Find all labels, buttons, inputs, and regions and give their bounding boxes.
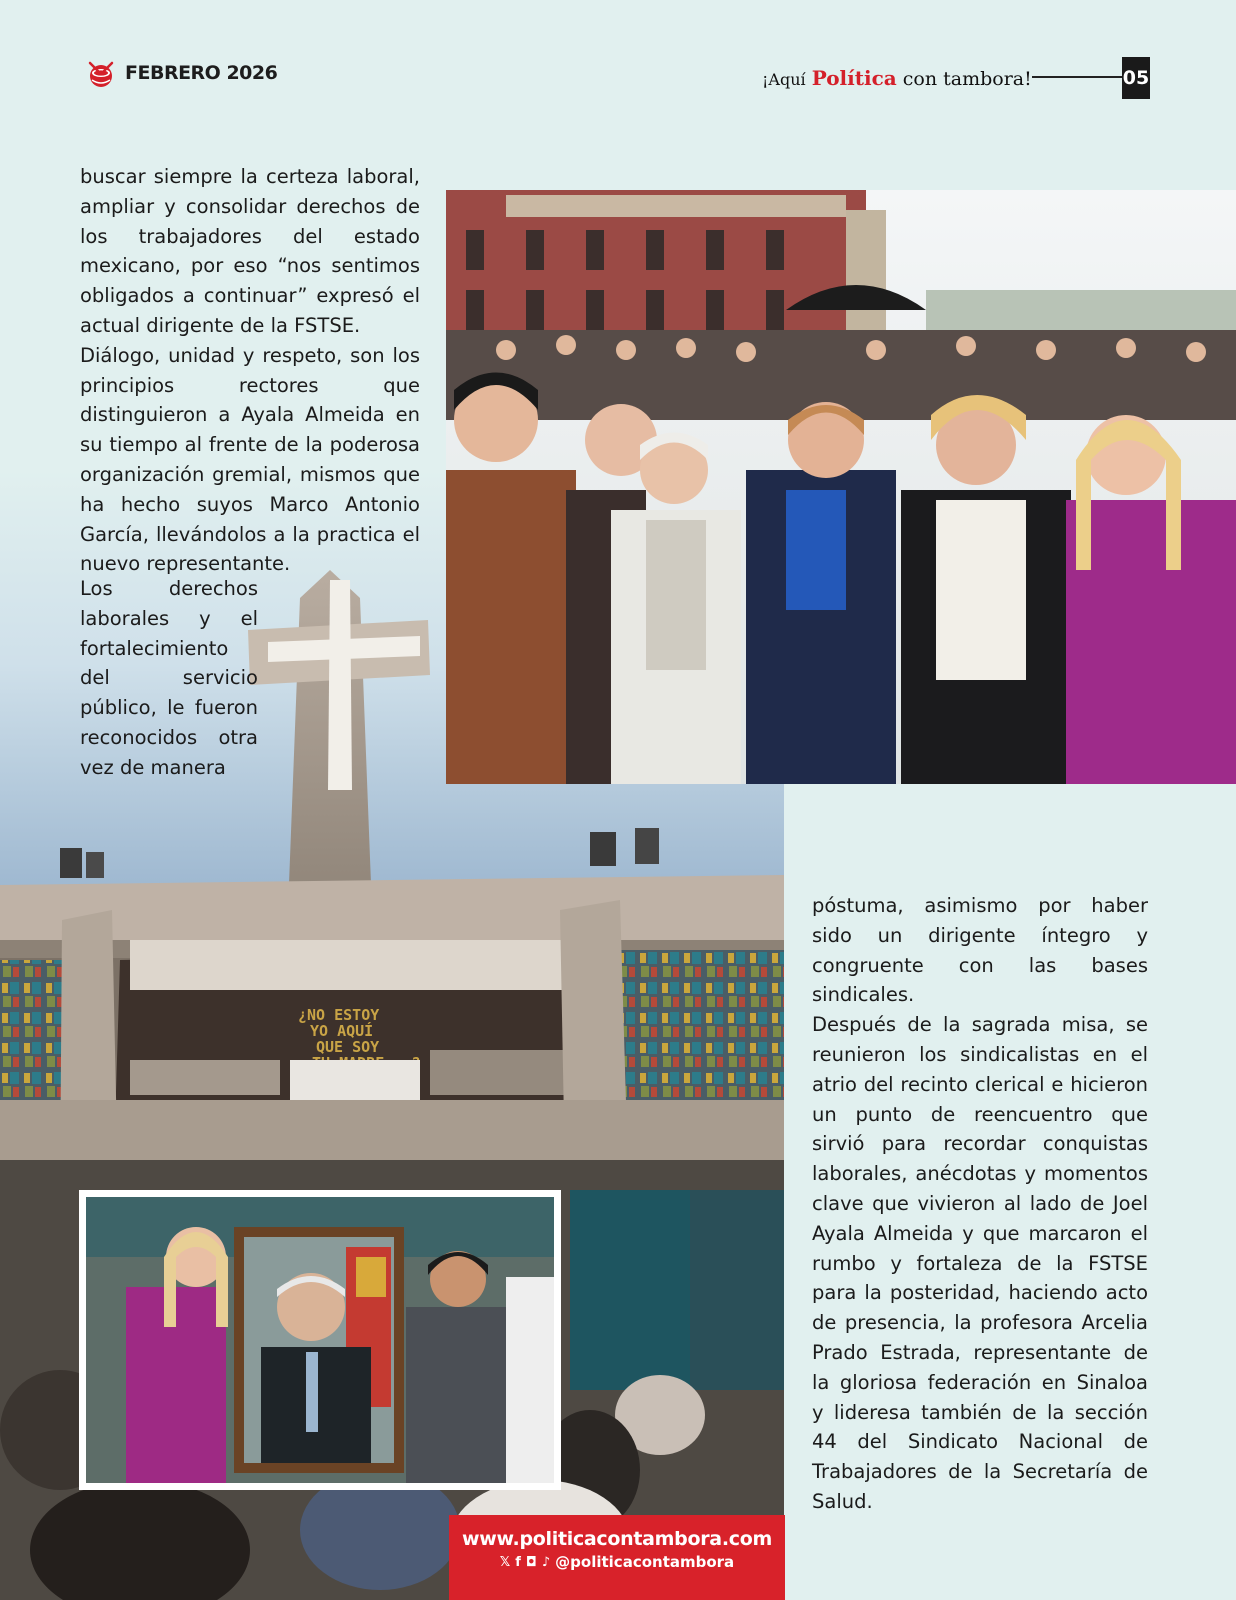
header-divider bbox=[1032, 76, 1122, 78]
x-icon[interactable]: 𝕏 bbox=[499, 1554, 511, 1570]
article-paragraph: Después de la sagrada misa, se reunieron los sindicalistas en el atrio del recinto clerical e hicieron un punto de reencuentro que sirvió para recordar conquistas laborales, anécdotas y momentos clave que vivieron al lado de Joel Ayala Almeida y que marcaron el rumbo y fortaleza de la FSTSE para la posteridad, haciendo acto de presencia, la profesora Arcelia Prado Estrada, representante de la gloriosa federación en Sinaloa y lideresa también de la sección 44 del Sindicato Nacional de Trabajadores de la Secretaría de Salud. bbox=[812, 1013, 1148, 1513]
article-right-column bbox=[812, 891, 1148, 1517]
footer-banner bbox=[449, 1515, 785, 1600]
article-left-column bbox=[80, 162, 420, 579]
instagram-icon[interactable]: ◘ bbox=[525, 1554, 537, 1570]
tagline-brand: Política bbox=[811, 66, 897, 90]
facebook-icon[interactable]: f bbox=[515, 1554, 521, 1570]
tambora-logo-icon bbox=[86, 60, 116, 90]
page-number: 05 bbox=[1122, 57, 1150, 99]
svg-text:YO AQUÍ: YO AQUÍ bbox=[310, 1022, 374, 1040]
article-paragraph: póstuma, asimismo por haber sido un dirigente íntegro y congruente con las bases sindicales. bbox=[812, 894, 1148, 1007]
portrait-photo bbox=[86, 1197, 554, 1483]
article-paragraph: buscar siempre la certeza laboral, ampliar y consolidar derechos de los trabajadores del estado mexicano, por eso “nos sentimos obligados a continuar” expresó el actual dirigente de la FSTSE. bbox=[80, 165, 420, 337]
tiktok-icon[interactable]: ♪ bbox=[541, 1554, 551, 1570]
tagline-prefix: ¡Aquí bbox=[762, 70, 806, 89]
article-paragraph: Diálogo, unidad y respeto, son los principios rectores que distinguieron a Ayala Almeida en su tiempo al frente de la poderosa organización gremial, mismos que ha hecho suyos Marco Antonio García, llevándolos a la practica el nuevo representante. bbox=[80, 343, 420, 576]
article-narrow-column bbox=[80, 574, 258, 783]
article-paragraph: Los derechos laborales y el fortalecimiento del servicio público, le fueron reconocidos otra vez de manera bbox=[80, 577, 258, 779]
svg-text:¿NO ESTOY: ¿NO ESTOY bbox=[298, 1006, 380, 1024]
magazine-tagline bbox=[762, 66, 1032, 90]
crowd-photo bbox=[446, 190, 1236, 784]
tagline-suffix: con tambora! bbox=[902, 68, 1032, 90]
svg-text:QUE SOY: QUE SOY bbox=[316, 1038, 380, 1056]
portrait-photo-frame bbox=[79, 1190, 561, 1490]
social-handle[interactable]: @politicacontambora bbox=[555, 1553, 735, 1571]
issue-date: FEBRERO 2026 bbox=[125, 62, 278, 84]
social-row bbox=[449, 1553, 785, 1571]
website-link[interactable]: www.politicacontambora.com bbox=[462, 1528, 772, 1550]
